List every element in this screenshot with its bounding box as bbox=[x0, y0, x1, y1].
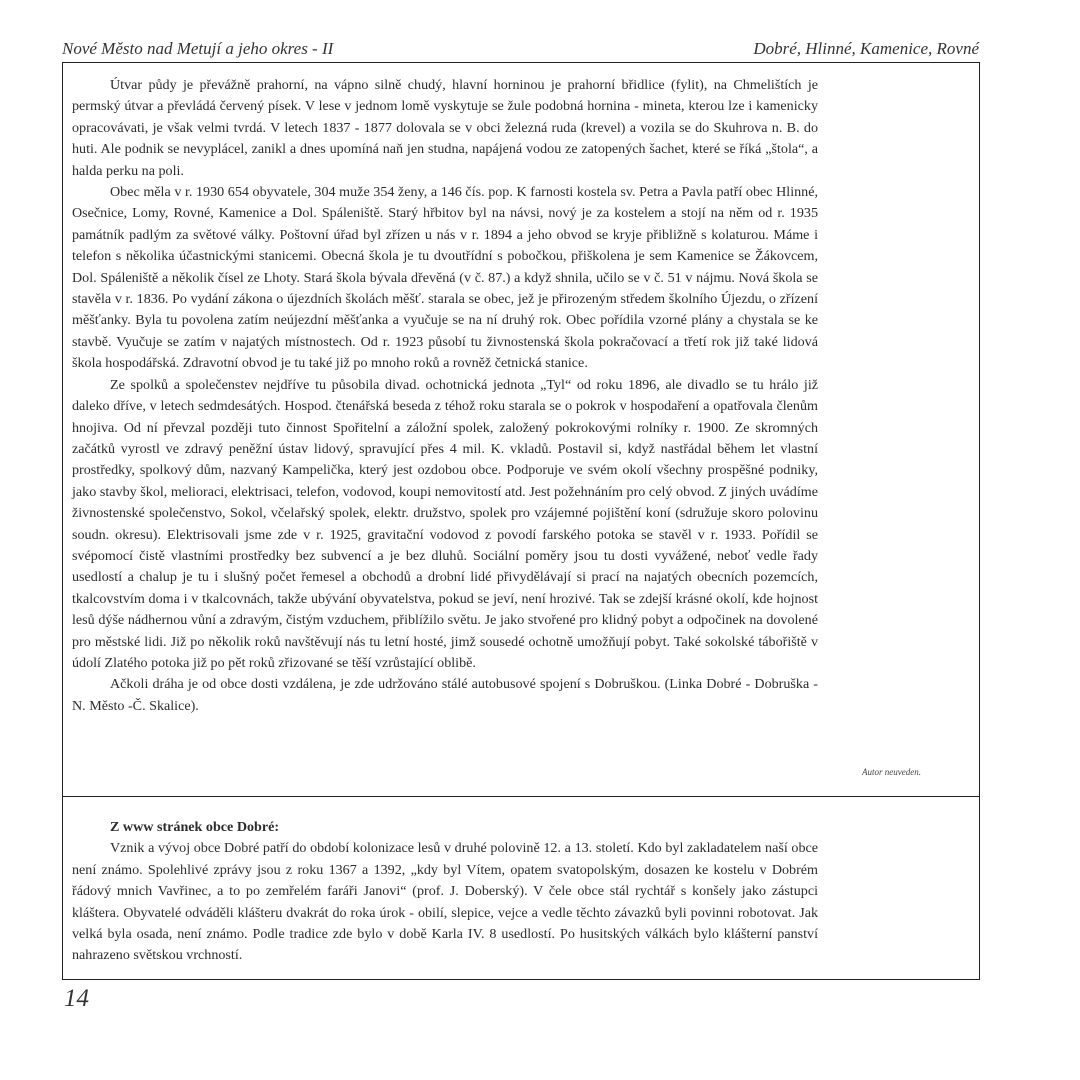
paragraph-population: Obec měla v r. 1930 654 obyvatele, 304 muže 354 ženy, a 146 čís. pop. K farnosti kostela sv. Petra a Pavla patří obec Hlinné, Osečnice, Lomy, Rovné, Kamenice a Dol. Spáleniště. Starý hřbitov byl na návsi, nový je za kostelem a stojí na něm od r. 1935 památník padlým za světové války. Poštovní úřad byl zřízen u nás v r. 1894 a jeho obvod se kryje přibližně s kolaturou. Máme i telefon s několika účastnickými stanicemi. Obecná škola je tu dvoutřídní s pobočkou, přiškolena je sem Kamenice se Žákovcem, Dol. Spáleniště a několik čísel ze Lhoty. Stará škola bývala dřevěná (v č. 87.) a když shnila, učilo se v č. 51 v nájmu. Nová škola se stavěla v r. 1836. Po vydání zákona o újezdních školách měšť. starala se obec, jež je přirozeným středem školního Újezdu, o zřízení měšťanky. Byla tu povolena zatím neújezdní měšťanka a vyučuje se na ní druhý rok. Obec pořídila vzorné plány a chystala se ke stavbě. Vyučuje se zatím v najatých místnostech. Od r. 1923 působí tu živnostenská škola pokračovací a třetí rok již také lidová škola hospodářská. Zdravotní obvod je tu také již po mnoho roků a rovněž četnická stanice. bbox=[72, 184, 818, 372]
paragraph-history: Vznik a vývoj obce Dobré patří do období kolonizace lesů v druhé polovině 12. a 13. století. Kdo byl zakladatelem naší obce není známo. Spolehlivé zprávy jsou z roku 1367 a 1392, „kdy byl Vítem, opatem svatopolským, dosazen ke kostelu v Dobrém řádový mnich Vavřinec, a to po zemřelém faráři Janovi“ (prof. J. Doberský). V čele obce stál rychtář s konšely jako zástupci kláštera. Obyvatelé odváděli klášteru dvakrát do roka úrok - obilí, slepice, vejce a vedle těchto závazků byli povinni robotovat. Jak velká byla osada, není známo. Podle tradice zde bylo v době Karla IV. 8 usedlostí. Po husitských válkách bylo klášterní panství nahrazeno světskou vrchností. bbox=[72, 840, 818, 964]
page-number: 14 bbox=[64, 985, 89, 1012]
author-credit: Autor neuveden. bbox=[862, 767, 921, 777]
running-header-section: Dobré, Hlinné, Kamenice, Rovné bbox=[753, 39, 979, 58]
web-section-heading: Z www stránek obce Dobré: bbox=[110, 819, 280, 835]
paragraph-associations: Ze spolků a společenstev nejdříve tu působila divad. ochotnická jednota „Tyl“ od roku 1896, ale divadlo se tu hrálo již daleko dříve, v letech sedmdesátých. Hospod. čtenářská beseda z téhož roku starala se o pokrok v hospodaření a opatřovala členům hnojiva. Od ní převzal později tuto činnost Spořitelní a záložní spolek, založený pokrokovými rolníky r. 1900. Ze skromných začátků vyrostl ve zdravý peněžní ústav lidový, spravující přes 4 mil. K. vkladů. Postavil si, když nastřádal během let vlastní prostředky, spolkový dům, nazvaný Kampelička, který jest ozdobou obce. Podporuje ve svém okolí všechny prospěšné podniky, jako stavby škol, melioraci, elektrisaci, telefon, vodovod, koupi nemovitostí atd. Jest požehnáním pro celý obvod. Z jiných uvádíme živnostenské společenstvo, Sokol, včelařský spolek, elektr. družstvo, spolek pro vzájemné pojištění koní (sdružuje skoro polovinu soudn. okresu). Elektrisovali jsme zde v r. 1925, gravitační vodovod z povodí farského potoka se stavěl v r. 1933. Pořídil se svépomocí čistě vlastními prostředky bez subvencí a je bez dluhů. Sociální poměry jsou tu dosti vyvážené, neboť vedle řady usedlostí a chalup je tu i slušný počet řemesel a obchodů a drobní lidé přivydělávají si prací na najatých obecních pozemcích, tkalcovstvím doma i v tkalcovnách, takže ubývání obyvatelstva, pokud se jeví, není hrozivé. Tak se zdejší krásné okolí, kde hojnost lesů dýše nádhernou vůní a zdravým, čistým vzduchem, přiblížilo světu. Je jako stvořené pro klidný pobyt a odpočinek na dovolené pro městské lidi. Již po několik roků navštěvují nás tu letní hosté, jimž sousedé ochotně umožňují pobyt. Také sokolské tábořiště v údolí Zlatého potoka již po pět roků zřizované se těší vzrůstající oblibě. bbox=[72, 376, 818, 671]
running-header-title: Nové Město nad Metují a jeho okres - II bbox=[62, 39, 334, 58]
article-body bbox=[72, 75, 818, 717]
web-section bbox=[72, 817, 818, 967]
paragraph-transport: Ačkoli dráha je od obce dosti vzdálena, je zde udržováno stálé autobusové spojení s Dobruškou. (Linka Dobré - Dobruška - N. Město -Č. Skalice). bbox=[72, 676, 818, 714]
paragraph-soil: Útvar půdy je převážně prahorní, na vápno silně chudý, hlavní horninou je prahorní břidlice (fylit), na Chmelištích je permský útvar a převládá červený písek. V lese v jednom lomě vyskytuje se žule podobná hornina - mineta, kterou lze i kamenicky opracovávati, je však velmi tvrdá. V letech 1837 - 1877 dolovala se v obci železná ruda (krevel) a vozila se do Skuhrova n. B. do huti. Ale podnik se nevyplácel, zanikl a dnes upomíná naň jen studna, napájená vodou ze zatopených šachet, které se říká „štola“, a halda perku na poli. bbox=[72, 77, 818, 179]
section-divider bbox=[62, 796, 980, 797]
